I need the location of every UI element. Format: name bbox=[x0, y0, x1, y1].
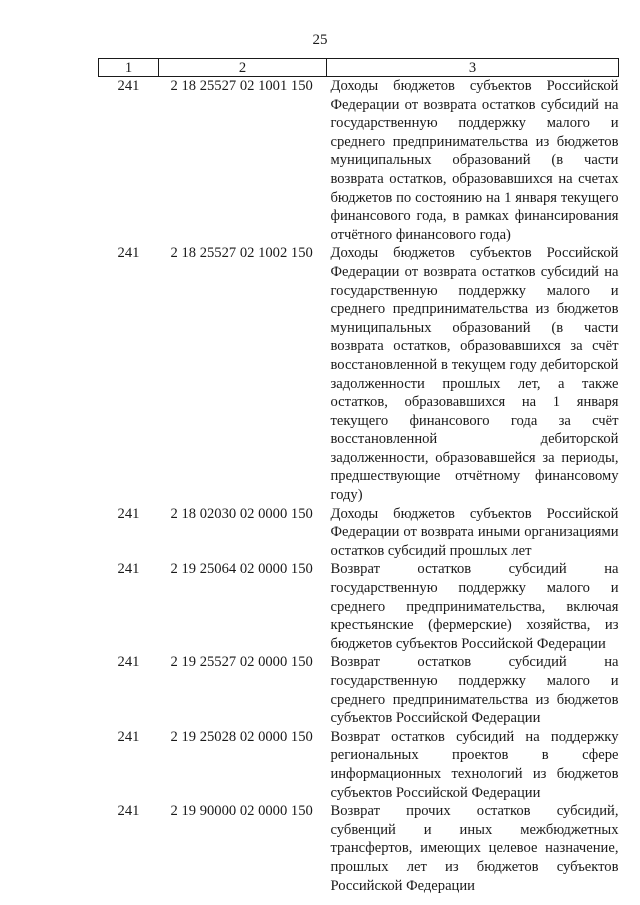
description-cell: Доходы бюджетов субъектов Российской Федерации от возврата иными организациями остатков субсидий прошлых лет bbox=[330, 505, 619, 559]
description-cell: Возврат остатков субсидий на государственную поддержку малого и среднего предпринимательства, включая крестьянские (фермерские) хозяйства, из бюджетов субъектов Российской Федерации bbox=[330, 561, 619, 652]
table-row bbox=[99, 560, 619, 653]
kbk-code-cell: 2 19 25028 02 0000 150 bbox=[170, 728, 313, 745]
admin-code-cell: 241 bbox=[117, 561, 140, 578]
admin-code-cell: 241 bbox=[117, 245, 140, 262]
table-row bbox=[99, 77, 619, 245]
column-header-2: 2 bbox=[159, 59, 327, 77]
admin-code-cell: 241 bbox=[117, 803, 140, 820]
kbk-code-cell: 2 18 02030 02 0000 150 bbox=[170, 505, 313, 522]
description-cell: Доходы бюджетов субъектов Российской Федерации от возврата остатков субсидий на государственную поддержку малого и среднего предпринимательства из бюджетов муниципальных образований (в части возврата остатков, образовавшихся за счёт восстановленной в текущем году дебиторской задолженности прошлых лет, а также остатков, образовавшихся на 1 января текущего финансового года за счёт восстановленной дебиторской задолженности, образовавшейся за периоды, предшествующие отчётному финансовому году) bbox=[330, 245, 619, 504]
table-row bbox=[99, 728, 619, 802]
table-row bbox=[99, 505, 619, 561]
kbk-code-cell: 2 18 25527 02 1001 150 bbox=[170, 78, 313, 94]
admin-code-cell: 241 bbox=[117, 505, 140, 522]
admin-code-cell: 241 bbox=[117, 78, 140, 94]
description-cell: Возврат остатков субсидий на государственную поддержку малого и среднего предпринимательства из бюджетов субъектов Российской Федерации bbox=[330, 654, 619, 727]
kbk-code-cell: 2 19 25064 02 0000 150 bbox=[170, 561, 313, 578]
table-row bbox=[99, 802, 619, 895]
table-row bbox=[99, 653, 619, 727]
budget-codes-table bbox=[98, 58, 619, 895]
description-cell: Возврат остатков субсидий на поддержку региональных проектов в сфере информационных технологий из бюджетов субъектов Российской Федерации bbox=[330, 728, 619, 801]
table-header bbox=[99, 59, 619, 77]
table-row bbox=[99, 244, 619, 504]
page-number: 25 bbox=[312, 32, 328, 48]
description-cell: Возврат прочих остатков субсидий, субвенций и иных межбюджетных трансфертов, имеющих целевое назначение, прошлых лет из бюджетов субъектов Российской Федерации bbox=[330, 803, 619, 894]
column-header-3: 3 bbox=[327, 59, 619, 77]
description-cell: Доходы бюджетов субъектов Российской Федерации от возврата остатков субсидий на государственную поддержку малого и среднего предпринимательства из бюджетов муниципальных образований (в части возврата остатков, образовавшихся на счетах бюджетов по состоянию на 1 января текущего финансового года, в рамках финансирования отчётного финансового года) bbox=[330, 78, 619, 243]
kbk-code-cell: 2 19 90000 02 0000 150 bbox=[170, 803, 313, 820]
admin-code-cell: 241 bbox=[117, 728, 140, 745]
admin-code-cell: 241 bbox=[117, 654, 140, 671]
kbk-code-cell: 2 18 25527 02 1002 150 bbox=[170, 245, 313, 262]
kbk-code-cell: 2 19 25527 02 0000 150 bbox=[170, 654, 313, 671]
column-header-1: 1 bbox=[99, 59, 159, 77]
